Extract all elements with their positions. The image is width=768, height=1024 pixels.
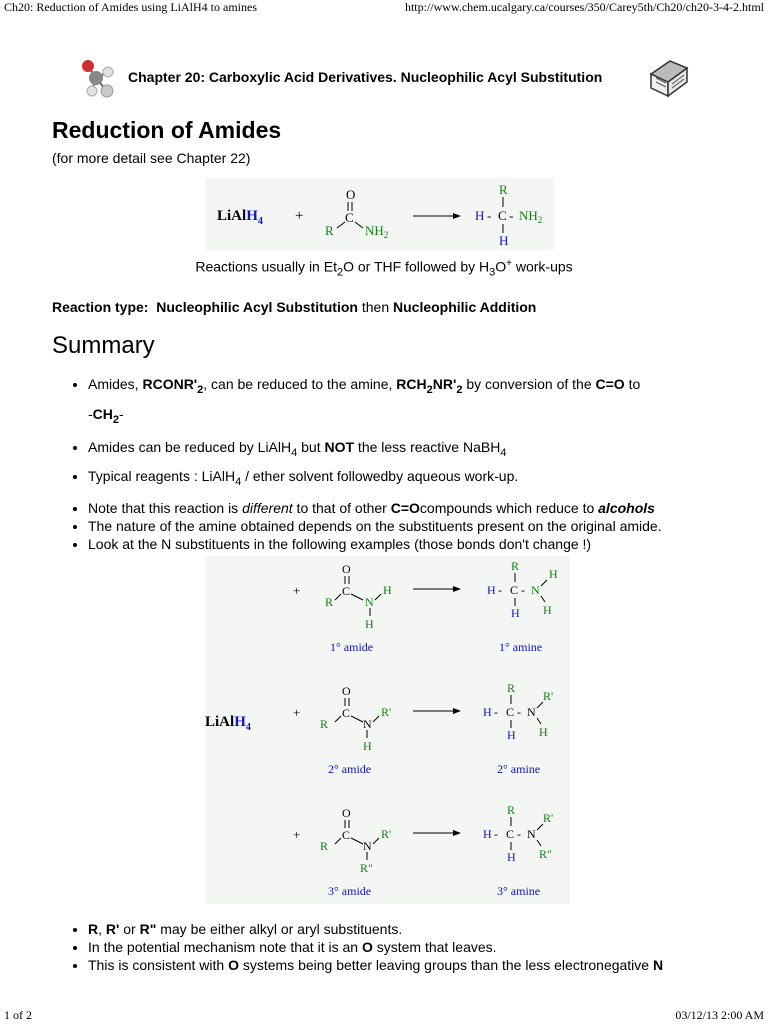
r-group: R (320, 717, 329, 731)
amine-r-group: R (507, 681, 516, 695)
print-header-title: Ch20: Reduction of Amides using LiAlH4 to amines (4, 0, 257, 14)
reaction-conditions: Reactions usually in $Et_2O$ or THF followed by $H_3O^+$ work-ups (195, 258, 573, 279)
amine-carbon: C (506, 827, 515, 841)
r-prime-group: R' (381, 827, 392, 841)
plus-sign: + (295, 208, 304, 224)
list-item: • Amides can be reduced by LiAlH$_4$ but NOT the less reactive NaBH$_4$ (88, 438, 768, 462)
r-group: R (325, 595, 334, 609)
amide-nitrogen: N (365, 595, 374, 609)
n-hydrogen: H (383, 583, 392, 597)
product-h-bottom: H (499, 233, 509, 248)
amine-n-hydrogen: H (543, 603, 552, 617)
amine-r-group: R (507, 803, 516, 817)
amide-examples-diagram (205, 556, 570, 904)
carbonyl-carbon: C (342, 828, 351, 842)
bond-dash: - (517, 827, 521, 841)
amide-label: 1° amide (330, 640, 374, 654)
product-h-left: H (475, 208, 485, 223)
molecule-model-icon (74, 56, 120, 100)
page-title: Reduction of Amides (52, 117, 282, 143)
amine-label: 1° amine (499, 640, 543, 654)
amine-nitrogen: N (527, 705, 536, 719)
amine-hydrogen: H (483, 705, 492, 719)
amine-hydrogen: H (487, 583, 496, 597)
amine-r-group: R (511, 559, 520, 573)
amine-carbon: C (506, 705, 515, 719)
carbonyl-oxygen: O (342, 562, 351, 576)
reagent-h: H (246, 208, 258, 224)
amine-label: 2° amine (497, 762, 541, 776)
n-hydrogen: H (363, 739, 372, 753)
amine-hydrogen: H (511, 606, 520, 620)
subtitle: (for more detail see Chapter 22) (52, 150, 251, 166)
r-double-prime-group: R" (360, 861, 373, 875)
reagent-sub: 4 (257, 216, 263, 227)
product-dash-1: - (487, 208, 492, 223)
amine-n-hydrogen: H (549, 567, 558, 581)
summary-list (70, 372, 768, 553)
amide-nh: NH (365, 223, 384, 238)
list-item: • In the potential mechanism note that it is an O system that leaves. (88, 938, 768, 956)
amine-r-prime: R' (543, 811, 554, 825)
list-item: • R, R' or R" may be either alkyl or aryl substituents. (88, 920, 768, 938)
amine-n-hydrogen: H (539, 725, 548, 739)
product-dash-2: - (509, 208, 514, 223)
bond-dash: - (494, 705, 498, 719)
list-item: • Amides, $RCONR'_2$, can be reduced to the amine, $RCH_2NR'_2$ by conversion of the C=O to $-CH_2-$ (88, 372, 768, 432)
amide-label: 3° amide (328, 884, 372, 898)
r-prime-group: R' (381, 705, 392, 719)
amide-r-group: R (325, 223, 334, 238)
bond-dash: - (494, 827, 498, 841)
amine-hydrogen: H (507, 728, 516, 742)
list-item: • This is consistent with O systems being better leaving groups than the less electronegative N (88, 956, 768, 974)
print-header-url[interactable]: http://www.chem.ucalgary.ca/courses/350/Carey5th/Ch20/ch20-3-4-2.html (404, 0, 764, 14)
plus-sign: + (293, 583, 301, 598)
amine-r-double-prime: R" (539, 847, 552, 861)
page-number: 1 of 2 (4, 1008, 32, 1022)
amide-label: 2° amide (328, 762, 372, 776)
amide-nitrogen: N (363, 717, 372, 731)
amide-carbon: C (345, 210, 354, 225)
reagent-lial: LiAl (217, 208, 247, 224)
product-nh: NH (519, 208, 538, 223)
product-r: R (499, 182, 508, 197)
carbonyl-carbon: C (342, 706, 351, 720)
general-reaction-diagram (205, 178, 555, 250)
amide-oxygen: O (346, 187, 356, 202)
reagent-h: H (234, 714, 246, 730)
open-book-icon (648, 56, 690, 98)
bond-dash: - (521, 583, 525, 597)
reaction-type: Reaction type: Nucleophilic Acyl Substitution then Nucleophilic Addition (52, 299, 537, 315)
product-nh-sub: 2 (537, 215, 543, 225)
print-date: 03/12/13 2:00 AM (675, 1008, 764, 1022)
r-group: R (320, 839, 329, 853)
chapter-title: Chapter 20: Carboxylic Acid Derivatives. Nucleophilic Acyl Substitution (128, 69, 603, 85)
plus-sign: + (293, 827, 301, 842)
amide-nitrogen: N (363, 839, 372, 853)
carbonyl-oxygen: O (342, 806, 351, 820)
plus-sign: + (293, 705, 301, 720)
amine-hydrogen: H (507, 850, 516, 864)
amine-carbon: C (510, 583, 519, 597)
list-item: • Note that this reaction is different to that of other C=Ocompounds which reduce to alcohols (88, 499, 768, 517)
carbonyl-oxygen: O (342, 684, 351, 698)
summary-heading: Summary (52, 332, 155, 359)
amine-r-prime: R' (543, 689, 554, 703)
list-item: • Typical reagents : LiAlH$_4$ / ether solvent followedby aqueous work-up. (88, 467, 768, 491)
amide-nh-sub: 2 (383, 230, 389, 240)
reagent-lial: LiAl (205, 714, 235, 730)
list-item: • The nature of the amine obtained depends on the substituents present on the original amide. (88, 517, 768, 535)
n-hydrogen: H (365, 617, 374, 631)
amine-label: 3° amine (497, 884, 541, 898)
product-carbon: C (498, 208, 507, 223)
amine-nitrogen: N (531, 583, 540, 597)
notes-list (70, 920, 768, 974)
bond-dash: - (517, 705, 521, 719)
bond-dash: - (498, 583, 502, 597)
amine-hydrogen: H (483, 827, 492, 841)
carbonyl-carbon: C (342, 584, 351, 598)
amine-nitrogen: N (527, 827, 536, 841)
list-item: • Look at the N substituents in the following examples (those bonds don't change !) (88, 535, 768, 553)
reagent-sub: 4 (245, 722, 251, 733)
